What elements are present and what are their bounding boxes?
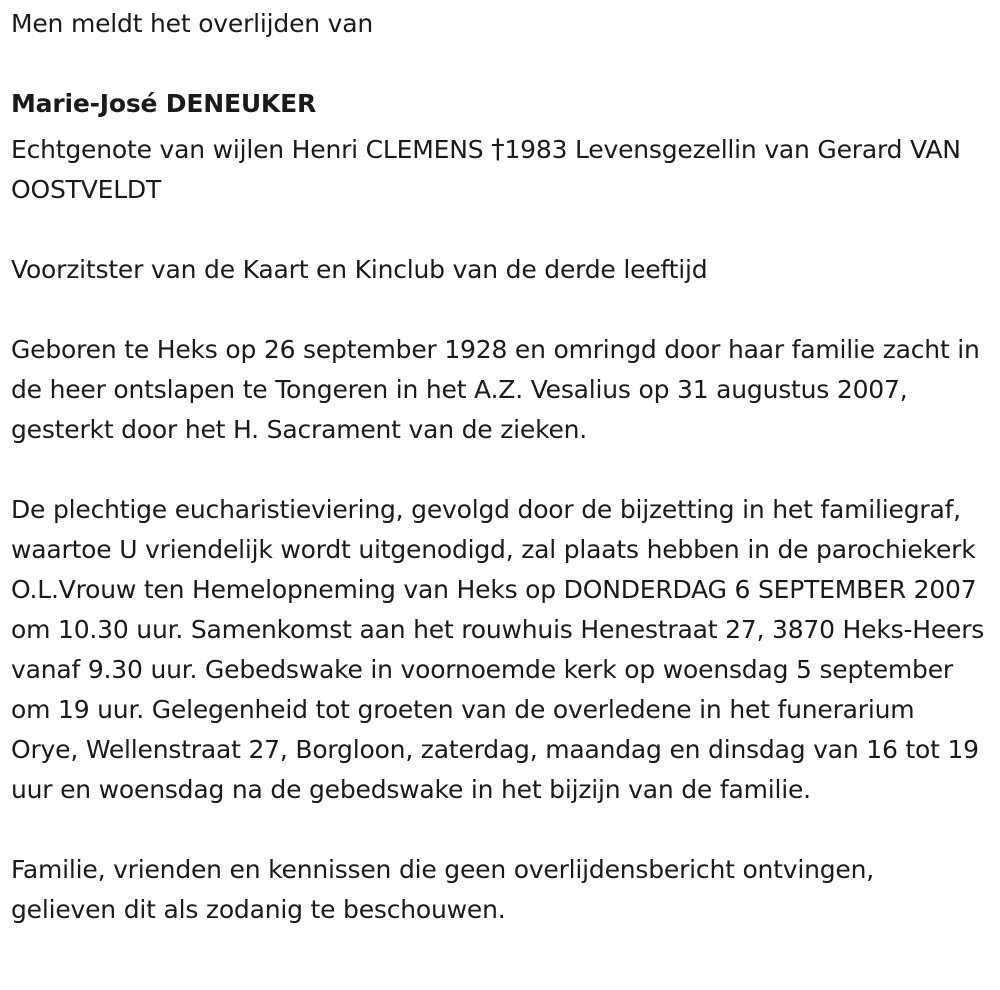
ceremony-paragraph: De plechtige eucharistieviering, gevolgd door de bijzetting in het familiegraf, waartoe U vriendelijk wordt uitgenodigd, zal plaats hebben in de parochiekerk O.L.Vrouw ten Hemelopneming van Heks op DONDERDAG 6 SEPTEMBER 2007 om 10.30 uur. Samenkomst aan het rouwhuis Henestraat 27, 3870 Heks-Heers vanaf 9.30 uur. Gebedswake in voornoemde kerk op woensdag 5 september om 19 uur. Gelegenheid tot groeten van de overledene in het funerarium Orye, Wellenstraat 27, Borgloon, zaterdag, maandag en dinsdag van 16 tot 19 uur en woensdag na de gebedswake in het bijzijn van de familie. [11,495,985,804]
spouse-text [11,130,986,210]
birth-death-paragraph: Geboren te Heks op 26 september 1928 en omringd door haar familie zacht in de heer ontslapen te Tongeren in het A.Z. Vesalius op 31 augustus 2007, gesterkt door het H. Sacrament van de zieken. [11,335,980,444]
spouse-suffix: 1983 Levensgezellin van Gerard VAN OOSTVELDT [11,135,961,204]
deceased-name: Marie-José DENEUKER [11,89,317,118]
death-notice [11,4,986,930]
role-text: Voorzitster van de Kaart en Kinclub van de derde leeftijd [11,255,708,284]
intro-text: Men meldt het overlijden van [11,9,374,38]
spouse-prefix: Echtgenote van wijlen Henri CLEMENS [11,135,484,164]
closing-paragraph: Familie, vrienden en kennissen die geen overlijdensbericht ontvingen, gelieven dit als zodanig te beschouwen. [11,855,875,924]
cross-icon: † [491,134,505,165]
